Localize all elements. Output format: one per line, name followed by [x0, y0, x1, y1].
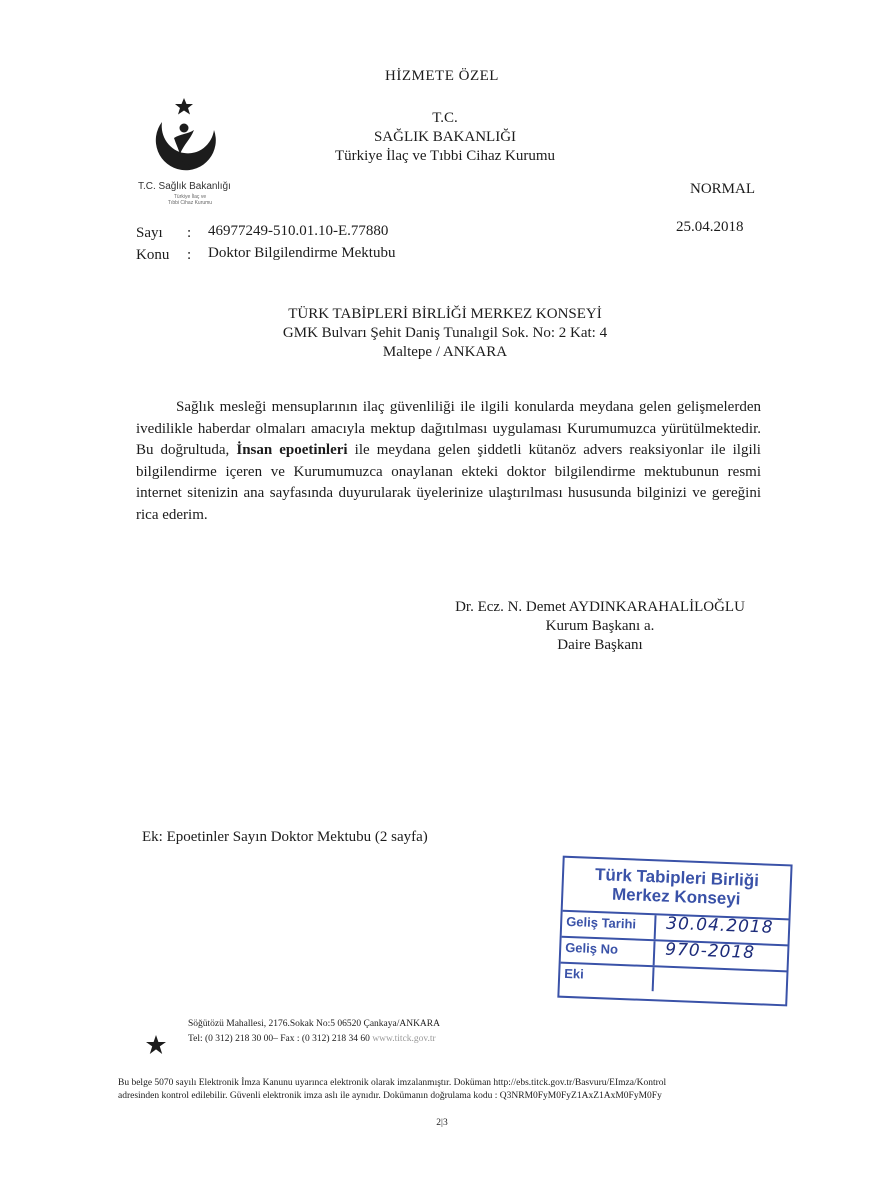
signature-block — [420, 598, 780, 655]
footer-star-icon — [146, 1035, 166, 1060]
footer-phone: Tel: (0 312) 218 30 00– Fax : (0 312) 218 34 60 — [188, 1034, 370, 1044]
recipient-street: GMK Bulvarı Şehit Daniş Tunalıgil Sok. No: 2 Kat: 4 — [282, 325, 608, 341]
legal-line-2: adresinden kontrol edilebilir. Güvenli elektronik imza aslı ile aynıdır. Dokümanın doğrulama kodu : Q3NRM0FyM0FyZ1AxZ1AxM0FyM0Fy — [118, 1091, 662, 1101]
document-date: 25.04.2018 — [676, 219, 744, 235]
footer-website: www.titck.gov.tr — [372, 1034, 436, 1044]
header-ministry: SAĞLIK BAKANLIĞI — [373, 129, 517, 145]
sayi-value: 46977249-510.01.10-E.77880 — [208, 223, 389, 239]
stamp-frame — [557, 856, 792, 1007]
stamp-number-label: Geliş No — [564, 939, 619, 957]
logo-subtitle-line2: Tıbbi Cihaz Kurumu — [167, 200, 213, 206]
header-agency: Türkiye İlaç ve Tıbbi Cihaz Kurumu — [334, 148, 556, 164]
body-text-2: ile meydana gelen şiddetli kütanöz advers reaksiyonlar ile ilgili bilgilendirme içeren ve Kurumumuzca onaylanan ekteki doktor bilgilendirme mektubunun resmi internet sitenizin ana sayfasında duyurularak üyelerinize ulaştırılması hususunda bilginizi ve gereğini rica ederim. — [136, 442, 761, 523]
signatory-title-2: Daire Başkanı — [557, 637, 643, 653]
stamp-divider — [653, 941, 656, 965]
sayi-label: Sayı — [136, 225, 163, 241]
body-text-1: Sağlık mesleği mensuplarının ilaç güvenliliği ile ilgili konularda meydana gelen gelişmelerden ivedilikle haberdar olmaları amacıyla mektup dağıtılması uygulaması Kurumumuzca yürütülmektedir. Bu doğrultuda, — [136, 399, 761, 458]
footer-address: Söğütözü Mahallesi, 2176.Sokak No:5 06520 Çankaya/ANKARA — [188, 1019, 440, 1029]
footer-phone-row — [188, 1033, 440, 1045]
logo-title: T.C. Sağlık Bakanlığı — [138, 181, 231, 192]
logo-subtitle — [160, 194, 220, 206]
konu-value: Doktor Bilgilendirme Mektubu — [208, 245, 396, 261]
logo-subtitle-line1: Türkiye İlaç ve — [173, 194, 207, 200]
legal-line-1: Bu belge 5070 sayılı Elektronik İmza Kanunu uyarınca elektronik olarak imzalanmıştır. Doküman http://ebs.titck.gov.tr/Basvuru/EImza/Kontrol — [118, 1078, 667, 1088]
e-signature-notice — [118, 1077, 768, 1103]
header-tc: T.C. — [432, 110, 458, 126]
received-stamp — [557, 856, 790, 1005]
footer-contact — [188, 1018, 440, 1045]
stamp-org-line1: Türk Tabipleri Birliği — [594, 864, 760, 891]
recipient-name: TÜRK TABİPLERİ BİRLİĞİ MERKEZ KONSEYİ — [288, 306, 602, 322]
signatory-title-1: Kurum Başkanı a. — [545, 618, 655, 634]
stamp-number-value: 970-2018 — [664, 939, 756, 964]
recipient-city: Maltepe / ANKARA — [382, 344, 508, 360]
stamp-divider — [654, 915, 657, 939]
stamp-header — [563, 858, 791, 919]
annex-line: Ek: Epoetinler Sayın Doktor Mektubu (2 sayfa) — [142, 829, 428, 845]
classification-label: HİZMETE ÖZEL — [385, 68, 499, 84]
stamp-org-line2: Merkez Konseyi — [611, 884, 741, 909]
signatory-name: Dr. Ecz. N. Demet AYDINKARAHALİLOĞLU — [455, 599, 745, 615]
recipient-block — [200, 305, 690, 362]
stamp-annex-label: Eki — [563, 965, 585, 982]
body-highlight: İnsan epoetinleri — [236, 442, 348, 458]
stamp-date-label: Geliş Tarihi — [565, 913, 637, 932]
konu-colon: : — [187, 247, 192, 263]
stamp-divider — [652, 967, 655, 991]
priority-label: NORMAL — [690, 181, 756, 197]
letter-body — [136, 397, 761, 526]
konu-label: Konu — [136, 247, 170, 263]
stamp-date-value: 30.04.2018 — [665, 913, 774, 938]
sayi-colon: : — [187, 225, 192, 241]
page-number: 2|3 — [436, 1118, 448, 1128]
